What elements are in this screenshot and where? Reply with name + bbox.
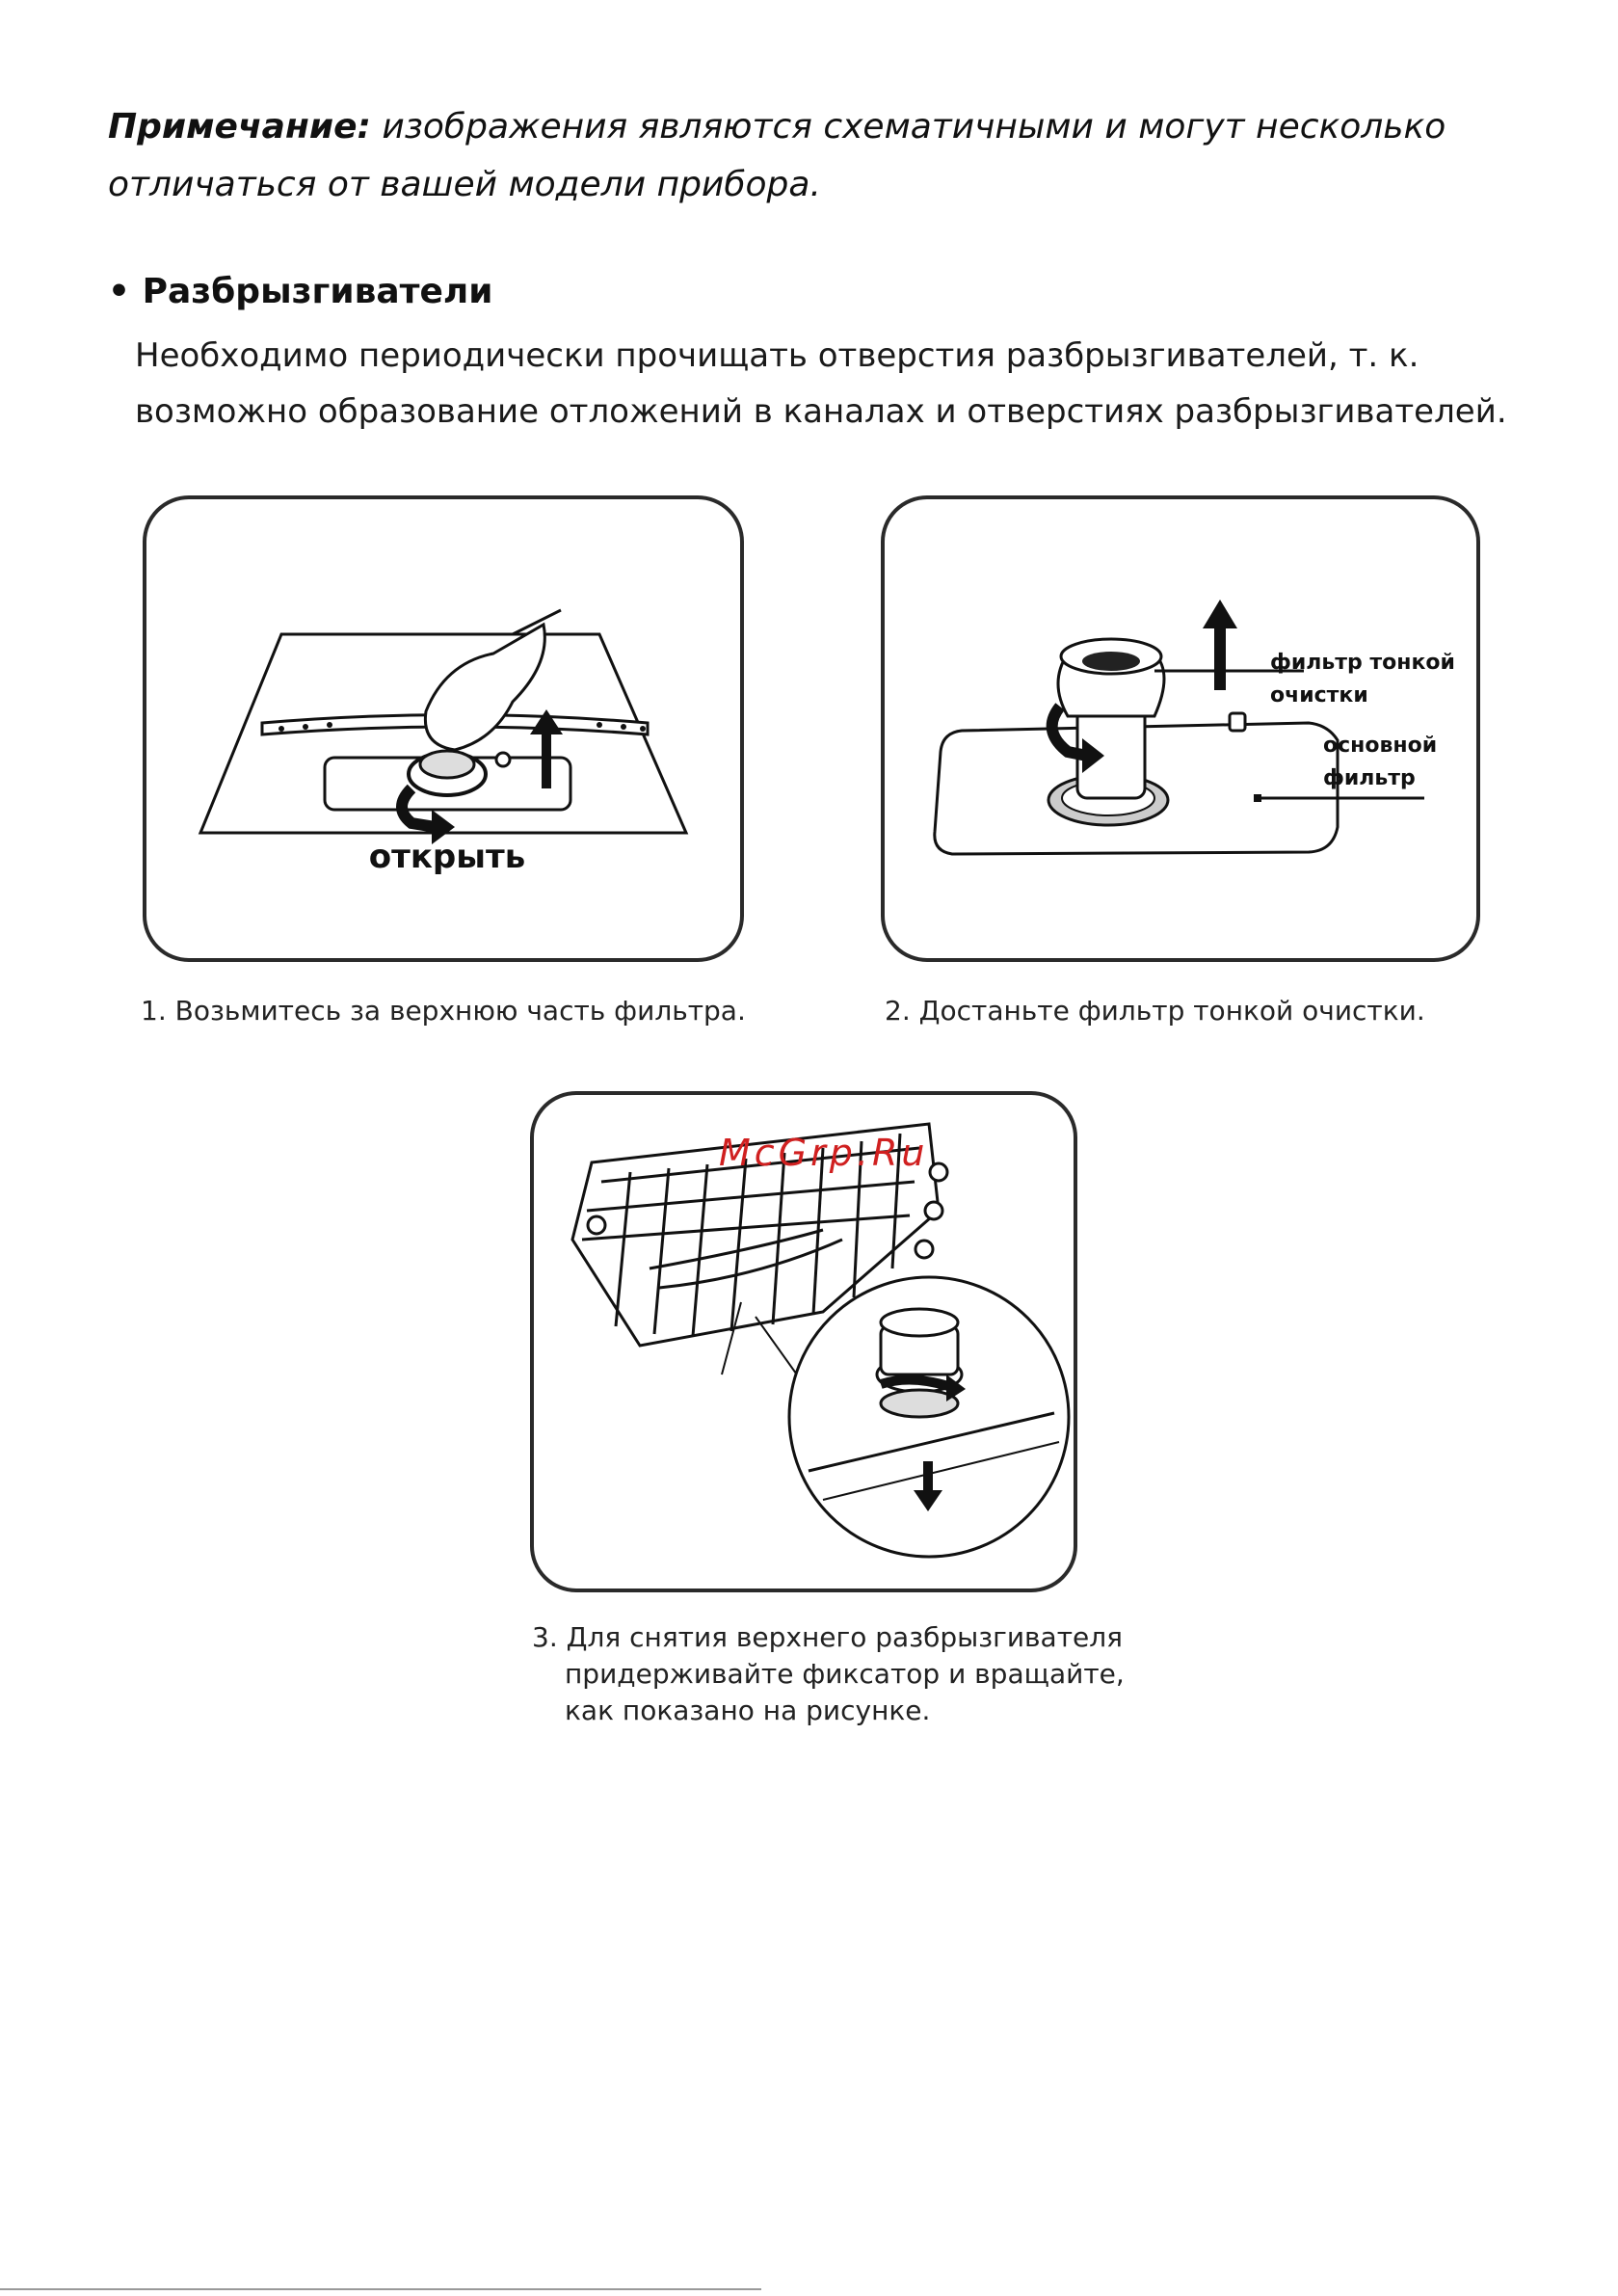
footer-rule [0, 2288, 761, 2290]
figure-2-illustration [885, 499, 1480, 962]
figure-2-panel [881, 495, 1480, 962]
note-text: изображения являются схематичными и могут несколько отличаться от вашей модели прибора. [108, 107, 1446, 204]
note-label: Примечание: [108, 107, 371, 147]
section-body: Необходимо периодически прочищать отверстия разбрызгивателей, т. к. возможно образование отложений в каналах и отверстиях разбрызгивателей. [135, 336, 1507, 431]
figure-2-label-main-2: фильтр [1323, 766, 1416, 790]
figure-3-caption [532, 1619, 1125, 1729]
section-title [108, 272, 493, 311]
note [108, 98, 1525, 214]
figure-1-panel [143, 495, 744, 962]
figure-3-panel [530, 1091, 1077, 1592]
figure-3-caption-line-1: 3. Для снятия верхнего разбрызгивателя [532, 1621, 1123, 1653]
bullet: • [108, 272, 131, 311]
figure-3-caption-line-3: как показано на рисунке. [565, 1695, 931, 1726]
figure-1-illustration [146, 499, 744, 962]
figure-2-label-fine-2: очистки [1270, 683, 1368, 707]
figure-1-caption: 1. Возьмитесь за верхнюю часть фильтра. [141, 995, 746, 1027]
section-title-text: Разбрызгиватели [142, 272, 493, 311]
figure-2-caption: 2. Достаньте фильтр тонкой очистки. [885, 995, 1425, 1027]
figure-2-label-fine-1: фильтр тонкой [1270, 651, 1455, 675]
watermark: McGrp.Ru [719, 1132, 929, 1174]
figure-2-label-main-1: основной [1323, 734, 1438, 758]
figure-1-label-open: открыть [368, 838, 526, 876]
figure-3-caption-line-2: придерживайте фиксатор и вращайте, [565, 1658, 1125, 1690]
